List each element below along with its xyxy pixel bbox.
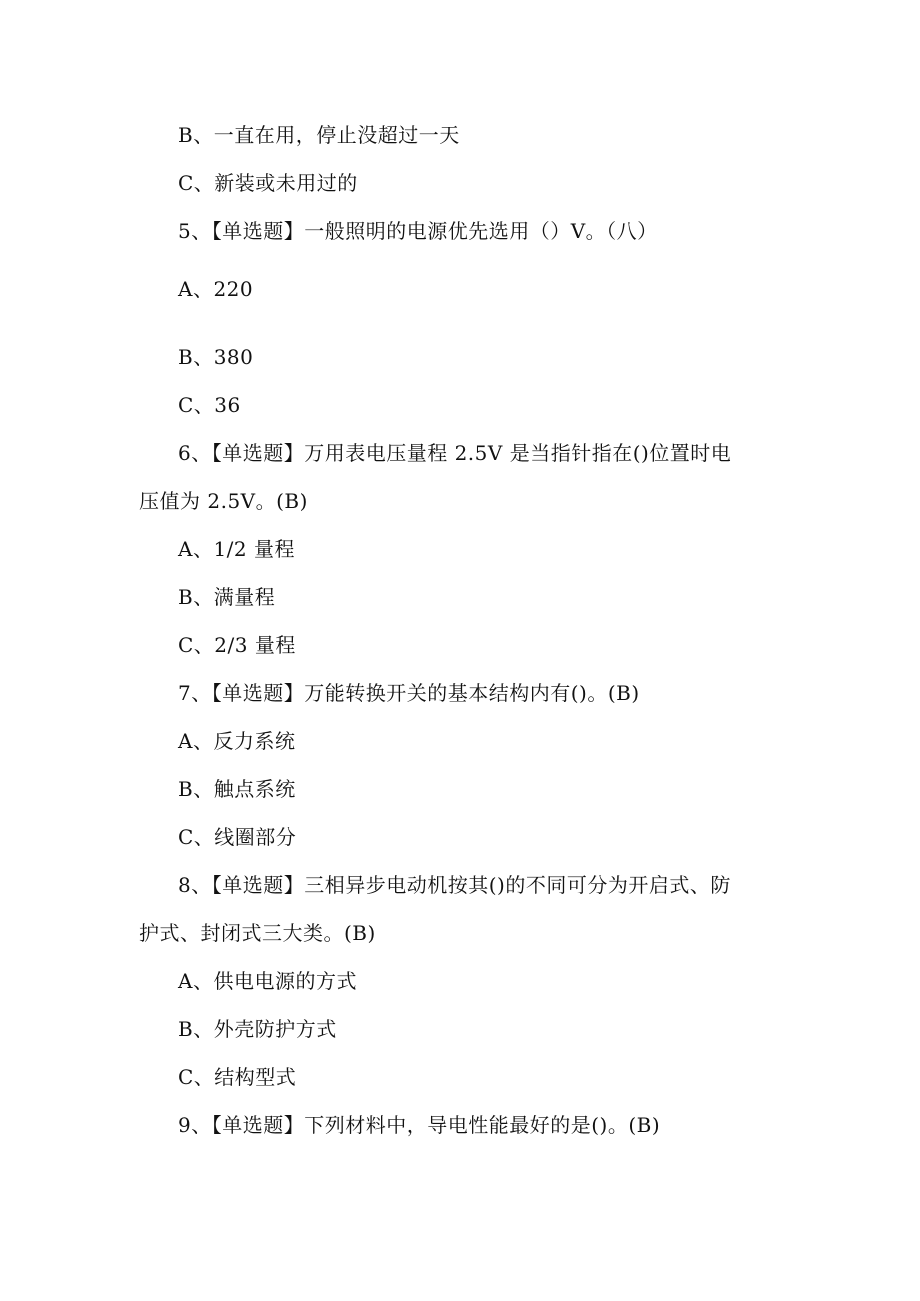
question-5-option-b: B、380: [178, 345, 254, 369]
question-6: 6、【单选题】万用表电压量程 2.5V 是当指针指在()位置时电: [178, 441, 732, 465]
question-9: 9、【单选题】下列材料中，导电性能最好的是()。(B): [178, 1113, 661, 1137]
question-6-option-b: B、满量程: [178, 585, 276, 609]
question-6-option-a: A、1/2 量程: [178, 537, 295, 561]
question-6-option-c: C、2/3 量程: [178, 633, 296, 657]
question-7-option-a: A、反力系统: [178, 729, 296, 753]
question-8-option-a: A、供电电源的方式: [178, 969, 357, 993]
question-8-continuation: 护式、封闭式三大类。(B): [139, 921, 376, 945]
question-7: 7、【单选题】万能转换开关的基本结构内有()。(B): [178, 681, 640, 705]
question-5-option-a: A、220: [178, 277, 254, 301]
question-7-option-b: B、触点系统: [178, 777, 296, 801]
question-7-option-c: C、线圈部分: [178, 825, 297, 849]
question-5: 5、【单选题】一般照明的电源优先选用（）V。（八）: [178, 219, 658, 243]
question-5-option-c: C、36: [178, 393, 241, 417]
question-8-option-c: C、结构型式: [178, 1065, 297, 1089]
option-b-previous-question: B、一直在用，停止没超过一天: [178, 123, 460, 147]
question-8-option-b: B、外壳防护方式: [178, 1017, 337, 1041]
question-6-continuation: 压值为 2.5V。(B): [139, 489, 308, 513]
option-c-previous-question: C、新装或未用过的: [178, 171, 358, 195]
question-8: 8、【单选题】三相异步电动机按其()的不同可分为开启式、防: [178, 873, 731, 897]
